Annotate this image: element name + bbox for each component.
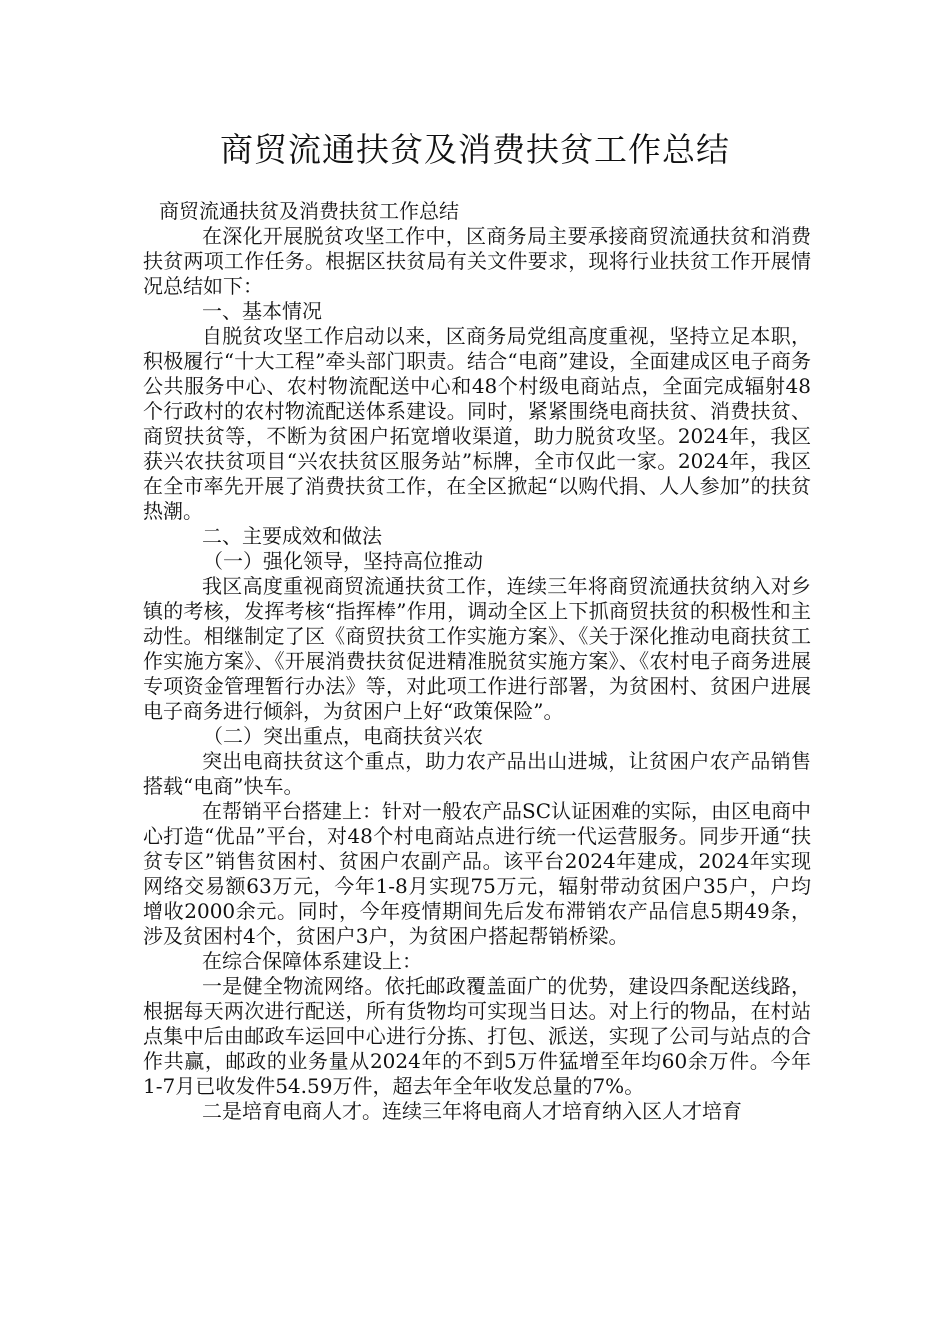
section-heading-basic: 一、基本情况 — [202, 299, 322, 323]
section-heading-achievements: 二、主要成效和做法 — [202, 524, 382, 548]
basic-situation-paragraph: 自脱贫攻坚工作启动以来，区商务局党组高度重视，坚持立足本职，积极履行“十大工程”牵头部门职责。结合“电商”建设，全面建成区电子商务公共服务中心、农村物流配送中心和48个村级电商站点，全面完成辐射48个行政村的农村物流配送体系建设。同时，紧紧围绕电商扶贫、消费扶贫、商贸扶贫等，不断为贫困户拓宽增收渠道，助力脱贫攻坚。2024年，我区获兴农扶贫项目“兴农扶贫区服务站”标牌，全市仅此一家。2024年，我区在全市率先开展了消费扶贫工作，在全区掀起“以购代捐、人人参加”的扶贫热潮。 — [143, 324, 811, 523]
intro-paragraph: 在深化开展脱贫攻坚工作中，区商务局主要承接商贸流通扶贫和消费扶贫两项工作任务。根据区扶贫局有关文件要求，现将行业扶贫工作开展情况总结如下： — [143, 224, 811, 298]
document-title: 商贸流通扶贫及消费扶贫工作总结 — [220, 130, 730, 169]
leadership-paragraph: 我区高度重视商贸流通扶贫工作，连续三年将商贸流通扶贫纳入对乡镇的考核，发挥考核“指挥棒”作用，调动全区上下抓商贸扶贫的积极性和主动性。相继制定了区《商贸扶贫工作实施方案》、《关于深化推动电商扶贫工作实施方案》、《开展消费扶贫促进精准脱贫实施方案》、《农村电子商务进展专项资金管理暂行办法》等，对此项工作进行部署，为贫困村、贫困户进展电子商务进行倾斜，为贫困户上好“政策保险”。 — [143, 574, 811, 723]
talent-paragraph: 二是培育电商人才。连续三年将电商人才培育纳入区人才培育 — [202, 1099, 742, 1123]
subsection-heading-leadership: （一）强化领导，坚持高位推动 — [203, 549, 483, 573]
support-system-heading: 在综合保障体系建设上： — [202, 949, 422, 973]
ecommerce-paragraph: 突出电商扶贫这个重点，助力农产品出山进城，让贫困户农产品销售搭载“电商”快车。 — [143, 749, 811, 798]
platform-paragraph: 在帮销平台搭建上：针对一般农产品SC认证困难的实际，由区电商中心打造“优品”平台，对48个村电商站点进行统一代运营服务。同步开通“扶贫专区”销售贫困村、贫困户农副产品。该平台2024年建成，2024年实现网络交易额63万元，今年1-8月实现75万元，辐射带动贫困户35户，户均增收2000余元。同时，今年疫情期间先后发布滞销农产品信息5期49条，涉及贫困村4个，贫困户3户，为贫困户搭起帮销桥梁。 — [143, 799, 812, 948]
subtitle-paragraph: 商贸流通扶贫及消费扶贫工作总结 — [159, 199, 459, 223]
subsection-heading-ecommerce: （二）突出重点，电商扶贫兴农 — [203, 724, 483, 748]
document-body — [143, 199, 811, 1124]
logistics-paragraph: 一是健全物流网络。依托邮政覆盖面广的优势，建设四条配送线路，根据每天两次进行配送，所有货物均可实现当日达。对上行的物品，在村站点集中后由邮政车运回中心进行分拣、打包、派送，实现了公司与站点的合作共赢，邮政的业务量从2024年的不到5万件猛增至年均60余万件。今年1-7月已收发件54.59万件，超去年全年收发总量的7%。 — [143, 974, 811, 1098]
